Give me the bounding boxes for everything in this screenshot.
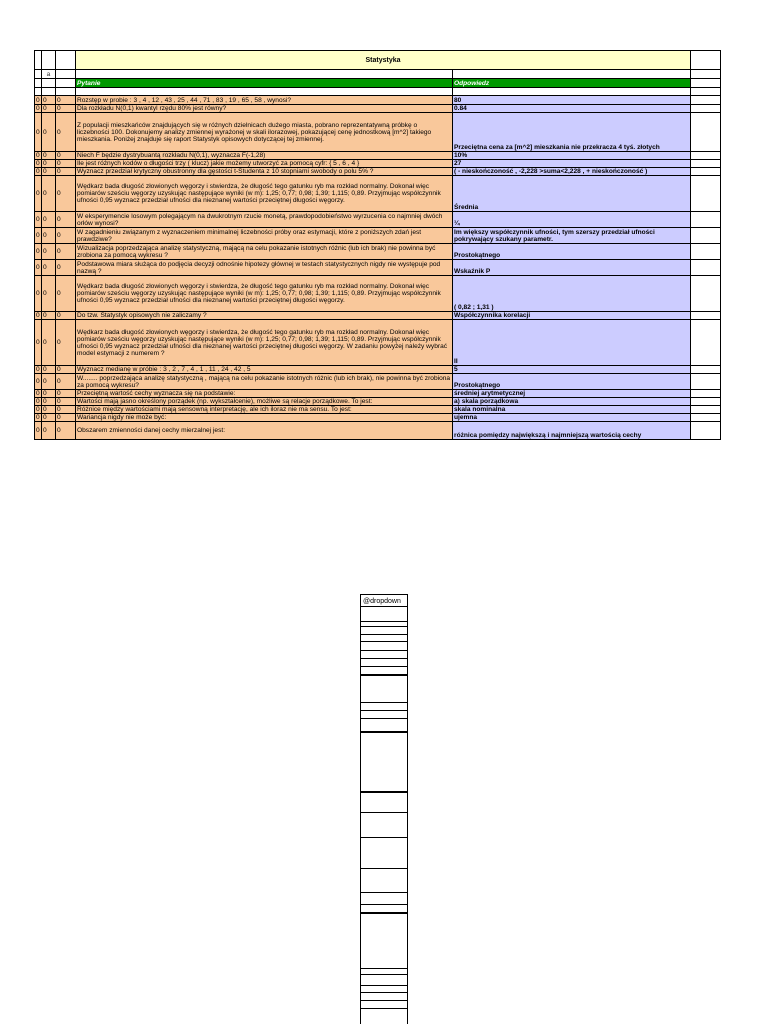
table-row	[35, 406, 721, 414]
cell-question[interactable]: Wędkarz bada długość złowionych węgorzy i stwierdza, że długość tego gatunku ryb ma rozkład normalny. Dokonał więc pomiarów sześciu węgorzy uzyskując następujące wyniki (w m): 1,25; 0,77; 0,98; 1,39; 1,115; 0,89. Przyjmując współczynnik ufności 0,95 wyznacz przedział ufności dla nieznanej wartości przeciętnej długości węgorzy. W zadaniu powyżej należy wybrać model estymacji z numerem ?	[76, 320, 453, 366]
table-row	[35, 398, 721, 406]
table-row	[35, 390, 721, 398]
cell-zero[interactable]: 0	[42, 366, 56, 374]
cell-zero[interactable]: 0	[42, 113, 56, 152]
cell-zero[interactable]: 0	[42, 244, 56, 260]
cell-zero[interactable]: 0	[36, 105, 40, 112]
cell-empty[interactable]	[691, 168, 721, 176]
dropdown-cell-border	[361, 634, 407, 635]
cell-zero[interactable]: 0	[56, 366, 76, 374]
cell-empty[interactable]	[35, 88, 42, 96]
table-row	[35, 212, 721, 228]
cell-zero[interactable]: 0	[42, 276, 56, 312]
cell-zero[interactable]: 0	[42, 406, 56, 414]
dropdown-cell-border	[361, 626, 407, 627]
cell-empty[interactable]	[56, 88, 76, 96]
cell-zero[interactable]: 0	[42, 374, 56, 390]
cell-zero[interactable]: 0	[42, 212, 56, 228]
cell-empty[interactable]	[691, 105, 721, 113]
cell-zero[interactable]: 0	[42, 414, 56, 422]
cell-empty[interactable]	[691, 320, 721, 366]
dropdown-cell-border	[361, 702, 407, 703]
dropdown-cell-border	[361, 666, 407, 667]
cell-zero[interactable]: 0	[42, 312, 56, 320]
dropdown-cell-border	[361, 658, 407, 659]
cell-question[interactable]: Ile jest różnych kodów o długości trzy ( klucz) jakie możemy utworzyć za pomocą cyfr: { 5 , 6 , 4 }	[76, 160, 453, 168]
dropdown-cell-border	[361, 968, 407, 969]
cell-zero[interactable]: 0	[36, 168, 40, 175]
cell-zero[interactable]: 0	[56, 105, 76, 113]
cell-answer[interactable]: Im większy współczynnik ufności, tym szerszy przedział ufności pokrywający szukany parametr.	[453, 228, 691, 244]
dropdown-cell-border	[361, 985, 407, 986]
spreadsheet-table	[34, 50, 721, 440]
cell-answer[interactable]: ( - nieskończoność , -2,228 >suma<2,228 , + nieskończoność )	[453, 168, 691, 176]
table-row	[35, 422, 721, 440]
cell-empty[interactable]	[691, 422, 721, 440]
table-row	[35, 96, 721, 105]
cell-zero[interactable]: 0	[56, 276, 76, 312]
cell-question[interactable]: Przeciętną wartość cechy wyznacza się na podstawie:	[76, 390, 453, 398]
cell-empty[interactable]	[42, 88, 56, 96]
dropdown-column[interactable]	[360, 594, 408, 1024]
cell-empty[interactable]	[76, 70, 453, 79]
cell-zero[interactable]: 0	[56, 228, 76, 244]
cell-empty[interactable]	[35, 70, 42, 79]
cell-zero[interactable]: 0	[56, 398, 76, 406]
cell-question[interactable]: Niech F będzie dystrybuantą rozkładu N(0,1), wyznacza F(-1,28)	[76, 152, 453, 160]
cell-zero[interactable]: 0	[56, 414, 76, 422]
cell-empty[interactable]	[691, 228, 721, 244]
cell-zero[interactable]: 0	[36, 366, 40, 373]
cell-empty[interactable]	[691, 113, 721, 152]
cell-zero[interactable]: 0	[42, 168, 56, 176]
cell-zero[interactable]: 0	[56, 168, 76, 176]
dropdown-label[interactable]: @dropdown	[361, 594, 407, 607]
cell-empty[interactable]	[691, 390, 721, 398]
cell-zero[interactable]: 0	[35, 422, 42, 440]
dropdown-cell-border	[361, 641, 407, 642]
cell-zero[interactable]: 0	[36, 152, 40, 159]
cell-answer[interactable]: 27	[453, 160, 691, 168]
cell-zero[interactable]: 0	[36, 398, 40, 405]
cell-question[interactable]: Rozstęp w probie : 3 , 4 , 12 , 43 , 25 , 44 , 71 , 83 , 19 , 65 , 58 , wynosi?	[76, 96, 453, 105]
dropdown-cell-border	[361, 812, 407, 813]
cell-zero[interactable]: 0	[35, 260, 42, 276]
cell-answer[interactable]: II	[453, 320, 691, 366]
dropdown-cell-border	[361, 868, 407, 869]
cell-empty[interactable]	[691, 366, 721, 374]
cell-zero[interactable]: 0	[35, 113, 42, 152]
sheet-title[interactable]: Statystyka	[76, 51, 691, 70]
cell-empty[interactable]	[691, 398, 721, 406]
table-row	[35, 113, 721, 152]
header-question[interactable]: Pytanie	[76, 79, 453, 88]
cell-zero[interactable]: 0	[56, 160, 76, 168]
cell-question[interactable]: Obszarem zmienności danej cechy mierzalnej jest:	[76, 422, 453, 440]
cell-empty[interactable]	[691, 79, 721, 88]
cell-empty[interactable]	[691, 70, 721, 79]
cell-answer[interactable]: Współczynnika korelacji	[453, 312, 691, 320]
cell-question[interactable]: Wizualizacja poprzedzająca analizę statystyczną, mającą na celu pokazanie istotnych różnic (lub ich brak) nie powinna być zrobiona za pomocą wykresu ?	[76, 244, 453, 260]
cell-empty[interactable]	[691, 88, 721, 96]
cell-zero[interactable]: 0	[56, 152, 76, 160]
cell-question[interactable]: Do tzw. Statystyk opisowych nie zaliczamy ?	[76, 312, 453, 320]
dropdown-cell-border	[361, 718, 407, 719]
cell-answer[interactable]: ujemna	[453, 414, 691, 422]
cell-question[interactable]: Wędkarz bada długość złowionych węgorzy i stwierdza, że długość tego gatunku ryb ma rozkład normalny. Dokonał więc pomiarów sześciu węgorzy uzyskując następujące wyniki (w m): 1,25; 0,77; 0,98; 1,39; 1,115; 0,89. Przyjmując współczynnik ufności 0,95 wyznacz przedział ufności dla nieznanej wartości przeciętnej długości węgorzy.	[76, 276, 453, 312]
cell-empty[interactable]	[691, 212, 721, 228]
table-row	[35, 168, 721, 176]
cell-zero[interactable]: 0	[36, 406, 40, 413]
cell-question[interactable]: Wyznacz przedział krytyczny obustronny dla gęstości t-Studenta z 10 stopniami swobody o polu 5% ?	[76, 168, 453, 176]
cell-answer[interactable]: 5	[453, 366, 691, 374]
cell-empty[interactable]	[453, 70, 691, 79]
cell-zero[interactable]: 0	[56, 374, 76, 390]
cell-zero[interactable]: 0	[42, 422, 56, 440]
dropdown-cell-border	[361, 650, 407, 651]
cell-empty[interactable]	[35, 79, 42, 88]
header-answer[interactable]: Odpowiedz	[453, 79, 691, 88]
table-row	[35, 176, 721, 212]
cell-zero[interactable]: 0	[42, 260, 56, 276]
cell-answer[interactable]: 10%	[453, 152, 691, 160]
cell-zero[interactable]: 0	[42, 105, 56, 113]
cell-zero[interactable]: 0	[35, 228, 42, 244]
dropdown-cell-border	[361, 621, 407, 622]
table-row	[35, 366, 721, 374]
cell-zero[interactable]: 0	[56, 390, 76, 398]
cell-answer[interactable]: Przeciętna cena za [m^2] mieszkania nie przekracza 4 tyś. złotych	[453, 113, 691, 152]
cell-empty[interactable]	[691, 406, 721, 414]
cell-zero[interactable]: 0	[36, 414, 40, 421]
cell-empty[interactable]	[691, 152, 721, 160]
table-row	[35, 312, 721, 320]
alpha-label[interactable]: a	[42, 70, 56, 79]
dropdown-cell-border	[361, 731, 407, 733]
cell-answer[interactable]: Wskaźnik P	[453, 260, 691, 276]
cell-answer[interactable]: ¼	[453, 212, 691, 228]
cell-zero[interactable]: 0	[56, 113, 76, 152]
cell-empty[interactable]	[691, 176, 721, 212]
table-row	[35, 160, 721, 168]
dropdown-cell-border	[361, 1000, 407, 1001]
dropdown-cell-border	[361, 1008, 407, 1009]
cell-empty[interactable]	[691, 276, 721, 312]
table-row	[35, 105, 721, 113]
cell-empty[interactable]	[56, 79, 76, 88]
cell-zero[interactable]: 0	[35, 320, 42, 366]
dropdown-cell-border	[361, 904, 407, 905]
cell-empty[interactable]	[42, 51, 56, 70]
dropdown-cell-border	[361, 710, 407, 711]
table-row	[35, 152, 721, 160]
table-row	[35, 244, 721, 260]
table-row	[35, 276, 721, 312]
cell-answer[interactable]: skala nominalna	[453, 406, 691, 414]
dropdown-cell-border	[361, 912, 407, 914]
cell-question[interactable]: Wędkarz bada długość złowionych węgorzy i stwierdza, że długość tego gatunku ryb ma rozkład normalny. Dokonał więc pomiarów sześciu węgorzy uzyskując następujące wyniki (w m): 1,25; 0,77; 0,98; 1,39; 1,115; 0,89. Przyjmując współczynnik ufności 0,95 wyznacz przedział ufności dla nieznanej wartości przeciętnej długości węgorzy.	[76, 176, 453, 212]
cell-question[interactable]: W........ poprzedzająca analizę statystyczną , mającą na celu pokazanie istotnych różnic (lub ich brak), nie powinna być zrobiona za pomocą wykresu?	[76, 374, 453, 390]
table-row	[35, 228, 721, 244]
cell-empty[interactable]	[691, 414, 721, 422]
cell-zero[interactable]: 0	[35, 244, 42, 260]
cell-empty[interactable]	[42, 79, 56, 88]
cell-empty[interactable]	[56, 70, 76, 79]
cell-zero[interactable]: 0	[56, 244, 76, 260]
cell-empty[interactable]	[691, 374, 721, 390]
dropdown-cell-border	[361, 837, 407, 838]
cell-zero[interactable]: 0	[56, 406, 76, 414]
dropdown-cell-border	[361, 791, 407, 793]
dropdown-cell-border	[361, 674, 407, 676]
cell-zero[interactable]: 0	[36, 312, 40, 319]
cell-empty[interactable]	[691, 96, 721, 105]
cell-zero[interactable]: 0	[35, 276, 42, 312]
dropdown-cell-border	[361, 992, 407, 993]
cell-zero[interactable]: 0	[42, 398, 56, 406]
cell-answer[interactable]: Prostokątnego	[453, 374, 691, 390]
cell-zero[interactable]: 0	[36, 390, 40, 397]
cell-answer[interactable]: różnica pomiędzy największą i najmniejszą wartością cechy	[453, 422, 691, 440]
cell-zero[interactable]: 0	[42, 160, 56, 168]
cell-zero[interactable]: 0	[56, 176, 76, 212]
cell-zero[interactable]: 0	[56, 96, 76, 105]
cell-question[interactable]: Dla rozkładu N(0,1) kwantyl rzędu 80% jest równy?	[76, 105, 453, 113]
cell-empty[interactable]	[691, 160, 721, 168]
cell-zero[interactable]: 0	[42, 390, 56, 398]
cell-empty[interactable]	[56, 51, 76, 70]
cell-zero[interactable]: 0	[42, 176, 56, 212]
cell-question[interactable]: Wartości mają jasno określony porządek (np. wykształcenie), możliwe są relacje porządkowe. To jest:	[76, 398, 453, 406]
cell-zero[interactable]: 0	[56, 260, 76, 276]
cell-zero[interactable]: 0	[56, 312, 76, 320]
table-row	[35, 374, 721, 390]
cell-empty[interactable]	[691, 260, 721, 276]
cell-zero[interactable]: 0	[35, 176, 42, 212]
cell-zero[interactable]: 0	[42, 96, 56, 105]
cell-answer[interactable]: 80	[453, 96, 691, 105]
cell-empty[interactable]	[35, 51, 42, 70]
cell-zero[interactable]: 0	[36, 160, 40, 167]
cell-zero[interactable]: 0	[35, 212, 42, 228]
cell-empty[interactable]	[76, 88, 453, 96]
cell-zero[interactable]: 0	[42, 228, 56, 244]
cell-zero[interactable]: 0	[42, 320, 56, 366]
cell-question[interactable]: Wariancja nigdy nie może być:	[76, 414, 453, 422]
cell-answer[interactable]: Średnia	[453, 176, 691, 212]
cell-zero[interactable]: 0	[36, 96, 40, 104]
cell-zero[interactable]: 0	[56, 422, 76, 440]
cell-answer[interactable]: średniej arytmetycznej	[453, 390, 691, 398]
cell-empty[interactable]	[453, 88, 691, 96]
cell-question[interactable]: W eksperymencie losowym polegającym na dwukrotnym rzucie monetą, prawdopodobieństwo wyrzucenia co najmniej dwóch orłów wynosi?	[76, 212, 453, 228]
cell-question[interactable]: Wyznacz medianę w próbie : 3 , 2 , 7 , 4 , 1 , 11 , 24 , 42 , 5	[76, 366, 453, 374]
table-row	[35, 320, 721, 366]
cell-answer[interactable]: 0.84	[453, 105, 691, 113]
cell-question[interactable]: Z populacji mieszkańców znajdujących się w różnych dzielnicach dużego miasta, pobrano reprezentatywną próbkę o liczebności 100. Dokonujemy analizy zmiennej wyrażonej w skali ilorazowej, pokazującej cenę jednostkową [m^2] takiego mieszkania. Poniżej znajduje się raport Statystyk opisowych dotyczącej tej zmiennej.	[76, 113, 453, 152]
dropdown-cell-border	[361, 892, 407, 893]
cell-zero[interactable]: 0	[42, 152, 56, 160]
cell-zero[interactable]: 0	[35, 374, 42, 390]
cell-answer[interactable]: Prostokątnego	[453, 244, 691, 260]
cell-answer[interactable]: ( 0,82 ; 1,31 )	[453, 276, 691, 312]
table-row	[35, 260, 721, 276]
dropdown-cell-border	[361, 974, 407, 975]
cell-empty[interactable]	[691, 244, 721, 260]
table-row	[35, 414, 721, 422]
cell-question[interactable]: Podstawowa miara służąca do podjęcia decyzji odnośnie hipotezy głównej w testach statystycznych nigdy nie występuje pod nazwą ?	[76, 260, 453, 276]
cell-question[interactable]: Różnice między wartościami mają sensowną interpretację, ale ich iloraz nie ma sensu. To jest:	[76, 406, 453, 414]
cell-question[interactable]: W zagadnieniu związanym z wyznaczeniem minimalnej liczebności próby oraz estymacji, które z poniższych zdań jest prawdziwe?	[76, 228, 453, 244]
cell-empty[interactable]	[691, 312, 721, 320]
cell-answer[interactable]: a) skala porządkowa	[453, 398, 691, 406]
cell-zero[interactable]: 0	[56, 320, 76, 366]
cell-zero[interactable]: 0	[56, 212, 76, 228]
cell-empty[interactable]	[691, 51, 721, 70]
